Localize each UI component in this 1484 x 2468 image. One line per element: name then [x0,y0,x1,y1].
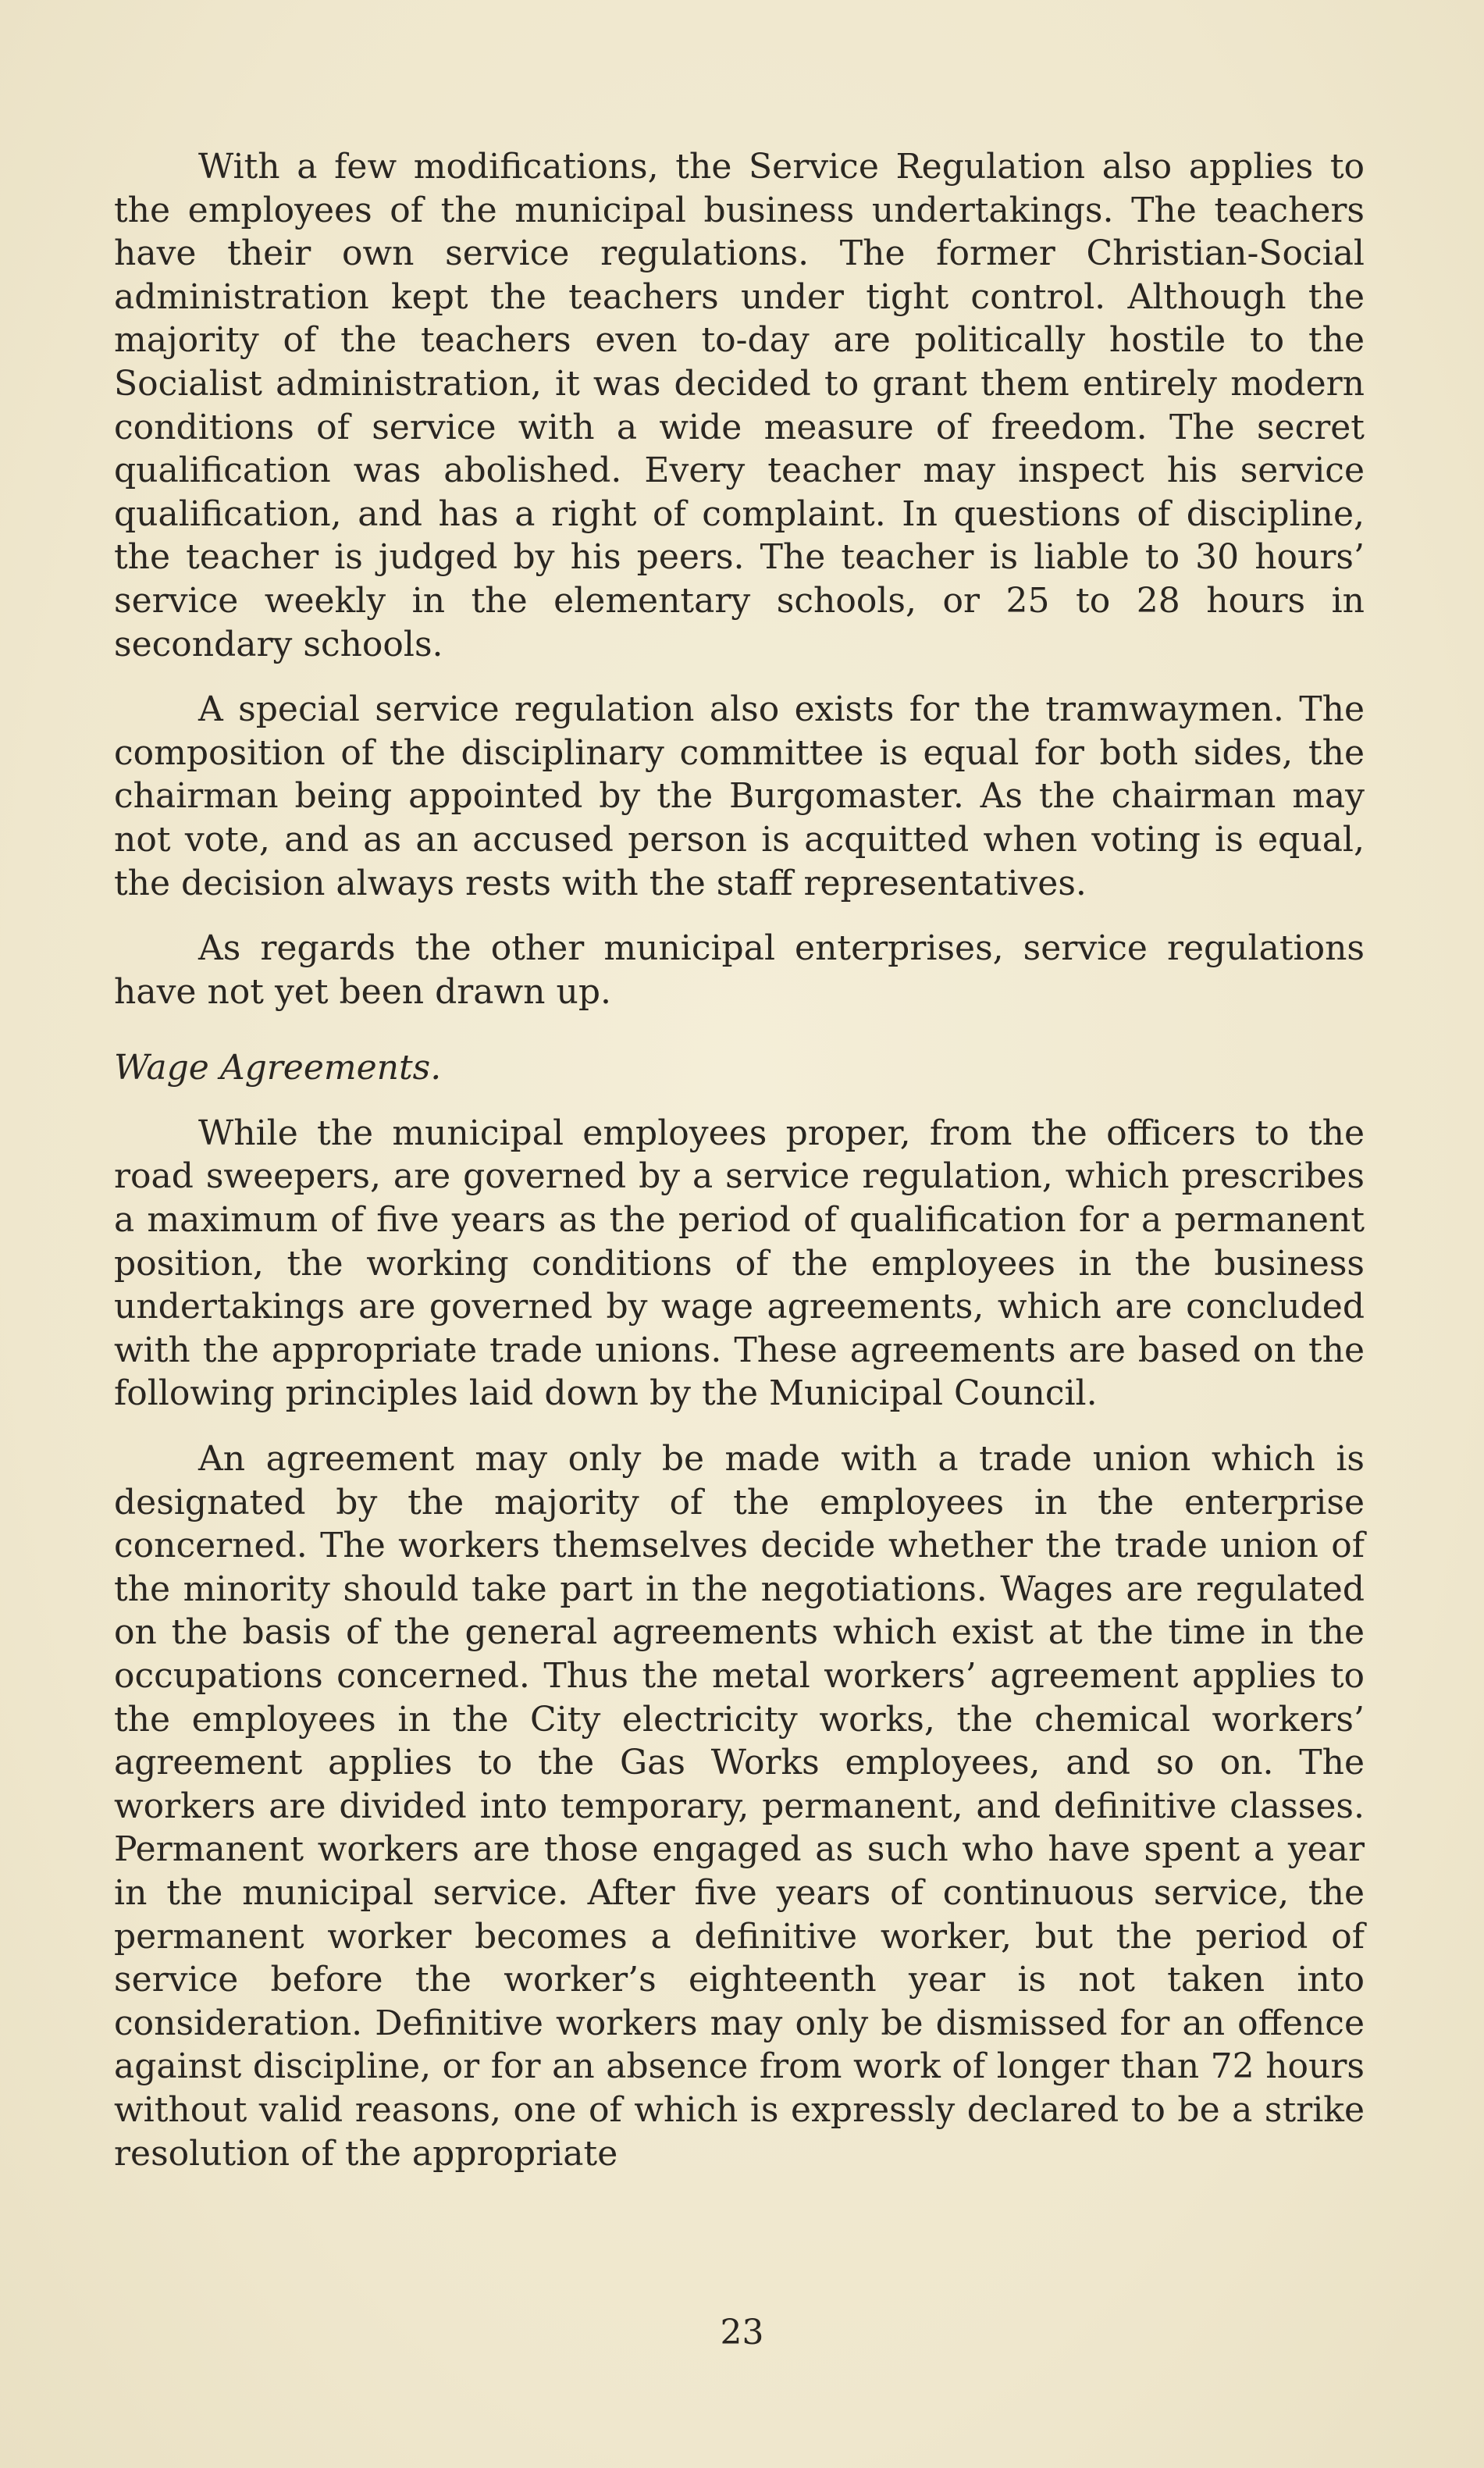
paragraph-wage-agreements-intro: While the municipal employees proper, from the officers to the road sweepers, are governed by a service regulation, which prescribes a maximum of five years as the period of qualification for a permanent position, the working conditions of the employees in the business undertakings are governed by wage agreements, which are concluded with the appropriate trade unions. These agreements are based on the following principles laid down by the Municipal Council. [114,1113,1365,1414]
page-number: 23 [720,2313,764,2352]
paragraph-other-enterprises: As regards the other municipal enterprises, service regulations have not yet been drawn up. [114,928,1365,1012]
section-heading-wage-agreements: Wage Agreements. [114,1048,442,1088]
paragraph-tramwaymen: A special service regulation also exists for the tramwaymen. The composition of the disciplinary committee is equal for both sides, the chairman being appointed by the Burgomaster. As the chairman may not vote, and as an accused person is acquitted when voting is equal, the decision always rests with the staff representatives. [114,689,1365,903]
paragraph-service-regulation-teachers: With a few modifications, the Service Regulation also applies to the employees of the municipal business undertakings. The teachers have their own service regulations. The former Christian-Social administration kept the teachers under tight control. Although the majority of the teachers even to-day are politically hostile to the Socialist administration, it was decided to grant them entirely modern conditions of service with a wide measure of freedom. The secret qualification was abolished. Every teacher may inspect his service qualification, and has a right of complaint. In questions of discipline, the teacher is judged by his peers. The teacher is liable to 30 hours’ service weekly in the elementary schools, or 25 to 28 hours in secondary schools. [114,147,1365,664]
body-text [114,145,1365,2175]
paragraph-agreement-principles: An agreement may only be made with a trade union which is designated by the majority of the employees in the enterprise concerned. The workers themselves decide whether the trade union of the minority should take part in the negotiations. Wages are regulated on the basis of the general agreements which exist at the time in the occupations concerned. Thus the metal workers’ agreement applies to the employees in the City electricity works, the chemical workers’ agreement applies to the Gas Works employees, and so on. The workers are divided into temporary, permanent, and definitive classes. Permanent workers are those engaged as such who have spent a year in the municipal service. After five years of continuous service, the permanent worker becomes a definitive worker, but the period of service before the worker’s eighteenth year is not taken into consideration. Definitive workers may only be dismissed for an offence against discipline, or for an absence from work of longer than 72 hours without valid reasons, one of which is expressly declared to be a strike resolution of the appropriate [114,1439,1365,2174]
